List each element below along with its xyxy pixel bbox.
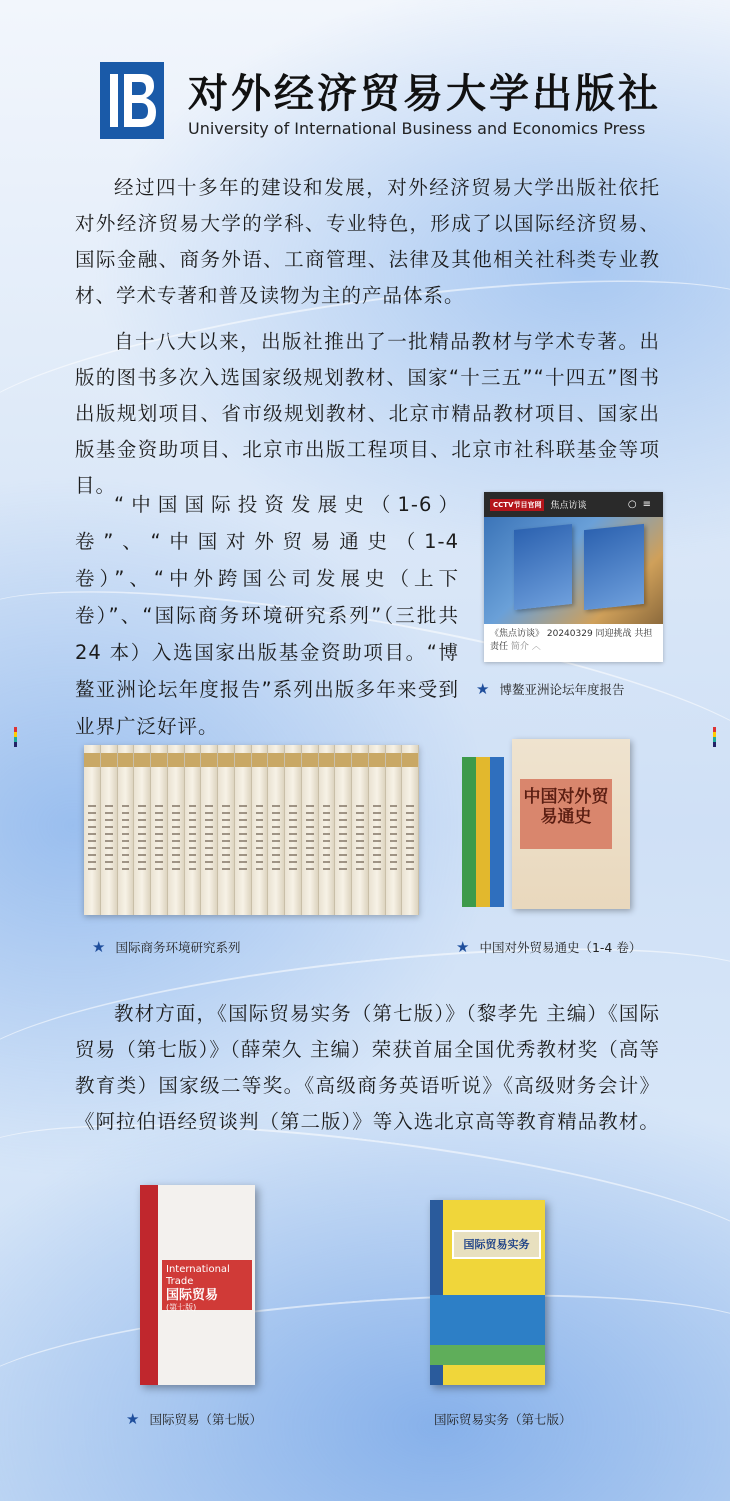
book-edition: (第七版): [166, 1303, 197, 1312]
caption-text: 博鳌亚洲论坛年度报告: [499, 682, 625, 697]
phone-app-bar: [484, 492, 663, 517]
business-environment-series-image: [84, 745, 419, 915]
caption-env-series: [92, 938, 240, 956]
caption-boao: [476, 680, 624, 698]
video-thumbnail[interactable]: [484, 517, 663, 624]
registration-mark: [713, 727, 716, 747]
caption-text: 国际贸易（第七版）: [149, 1412, 262, 1427]
intro-paragraph: 经过四十多年的建设和发展，对外经济贸易大学出版社依托对外经济贸易大学的学科、专业特色，形成了以国际经济贸易、国际金融、商务外语、工商管理、法律及其他相关社科类专业教材、学术专著和普及读物为主的产品体系。: [75, 176, 660, 307]
report-cover-image: [514, 524, 572, 610]
caption-trade-practice: [434, 1410, 572, 1428]
book-title-en: International Trade: [166, 1264, 230, 1287]
book-title-cn: 国际贸易: [166, 1288, 219, 1303]
international-trade-book-image: [140, 1185, 255, 1385]
publisher-title-cn: 对外经济贸易大学出版社: [188, 71, 661, 117]
caption-text: 中国对外贸易通史（1-4 卷）: [479, 940, 642, 955]
caption-more-link[interactable]: 简介 ︿: [510, 642, 541, 652]
search-icon[interactable]: ○: [627, 499, 643, 510]
caption-trade-history: [456, 938, 641, 956]
achievements-paragraph: 自十八大以来，出版社推出了一批精品教材与学术专著。出版的图书多次入选国家级规划教材、国家“十三五”“十四五”图书出版规划项目、省市级规划教材、北京市精品教材项目、国家出版基金资助项目、北京市出版工程项目、北京市社科联基金等项目。: [75, 330, 660, 497]
video-caption: 《焦点访谈》 20240329 同迎挑战 共担责任: [490, 629, 653, 652]
background-wave: [0, 1272, 730, 1471]
star-icon: ★: [476, 680, 490, 698]
trade-history-boxset-image: [462, 735, 632, 910]
menu-icon[interactable]: ≡: [642, 499, 657, 510]
funded-projects-paragraph: “中国国际投资发展史（1-6）卷”、“中国对外贸易通史（1-4 卷）”、“中外跨国公司发展史（上下卷）”、“国际商务环境研究系列”（三批共 24 本）入选国家出版基金资助项目。“博鳌亚洲论坛年度报告”系列出版多年来受到业界广泛好评。: [75, 493, 459, 738]
uibe-logo-icon: [100, 62, 164, 139]
publisher-title-en: University of International Business and Economics Press: [188, 119, 646, 138]
report-cover-image: [584, 524, 644, 610]
cctv-badge: CCTV节目官网: [490, 499, 544, 511]
boxset-title: 中国对外贸易通史: [520, 779, 612, 849]
textbooks-paragraph: 教材方面，《国际贸易实务（第七版）》（黎孝先 主编）《国际贸易（第七版）》（薛荣久 主编）荣获首届全国优秀教材奖（高等教育类）国家级二等奖。《高级商务英语听说》《高级财务会计》《阿拉伯语经贸谈判（第二版）》等入选北京高等教育精品教材。: [75, 1002, 660, 1133]
cctv-screenshot: [484, 492, 663, 662]
caption-text: 国际贸易实务（第七版）: [434, 1412, 572, 1427]
star-icon: ★: [92, 938, 106, 956]
caption-text: 国际商务环境研究系列: [115, 940, 241, 955]
trade-practice-book-image: [430, 1200, 545, 1385]
star-icon: ★: [126, 1410, 140, 1428]
caption-intl-trade: [126, 1410, 262, 1428]
star-icon: ★: [456, 938, 470, 956]
registration-mark: [14, 727, 17, 747]
book-title: 国际贸易实务: [452, 1230, 541, 1259]
app-title: 焦点访谈: [550, 501, 587, 511]
